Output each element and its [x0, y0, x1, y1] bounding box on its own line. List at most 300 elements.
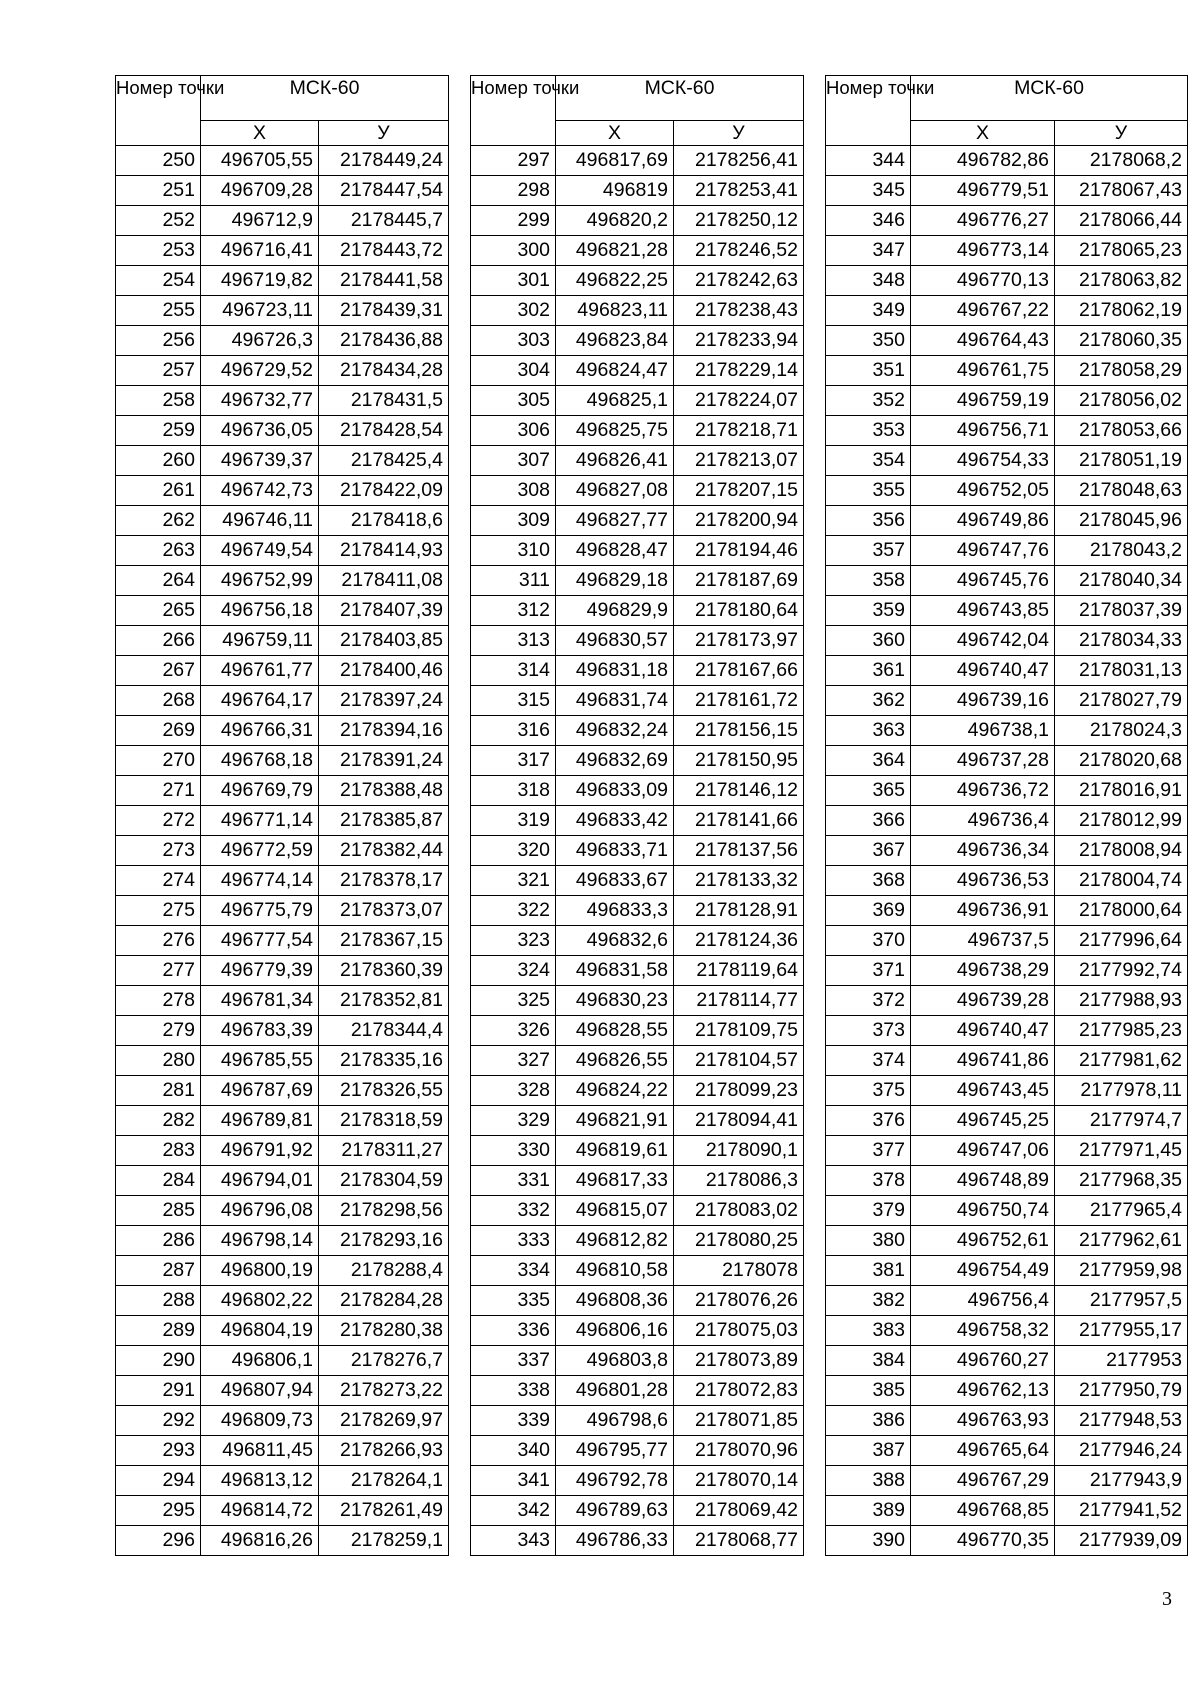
x-cell: 496729,52: [201, 356, 319, 386]
x-cell: 496750,74: [911, 1196, 1055, 1226]
point-number-cell: 351: [826, 356, 911, 386]
x-cell: 496756,71: [911, 416, 1055, 446]
point-number-cell: 305: [471, 386, 556, 416]
y-cell: 2178104,57: [674, 1046, 804, 1076]
table-body: [116, 146, 449, 1556]
y-cell: 2177988,93: [1055, 986, 1188, 1016]
point-number-cell: 256: [116, 326, 201, 356]
point-number-cell: 383: [826, 1316, 911, 1346]
x-cell: 496777,54: [201, 926, 319, 956]
point-number-cell: 388: [826, 1466, 911, 1496]
table-row: [471, 1406, 804, 1436]
y-cell: 2177941,52: [1055, 1496, 1188, 1526]
table-row: [826, 506, 1188, 536]
table-row: [826, 296, 1188, 326]
y-cell: 2178298,56: [319, 1196, 449, 1226]
point-number-cell: 286: [116, 1226, 201, 1256]
x-cell: 496752,99: [201, 566, 319, 596]
x-cell: 496832,6: [556, 926, 674, 956]
x-cell: 496763,93: [911, 1406, 1055, 1436]
table-row: [826, 356, 1188, 386]
x-cell: 496764,43: [911, 326, 1055, 356]
point-number-cell: 319: [471, 806, 556, 836]
point-number-cell: 367: [826, 836, 911, 866]
table-row: [826, 866, 1188, 896]
x-cell: 496765,64: [911, 1436, 1055, 1466]
point-number-cell: 316: [471, 716, 556, 746]
point-number-cell: 310: [471, 536, 556, 566]
y-cell: 2178253,41: [674, 176, 804, 206]
point-number-cell: 324: [471, 956, 556, 986]
y-cell: 2178335,16: [319, 1046, 449, 1076]
x-cell: 496737,5: [911, 926, 1055, 956]
y-cell: 2178173,97: [674, 626, 804, 656]
x-cell: 496742,04: [911, 626, 1055, 656]
y-cell: 2178360,39: [319, 956, 449, 986]
point-number-cell: 304: [471, 356, 556, 386]
point-number-cell: 285: [116, 1196, 201, 1226]
x-cell: 496754,33: [911, 446, 1055, 476]
point-number-cell: 298: [471, 176, 556, 206]
x-cell: 496823,84: [556, 326, 674, 356]
table-row: [116, 1136, 449, 1166]
point-number-cell: 325: [471, 986, 556, 1016]
point-number-cell: 329: [471, 1106, 556, 1136]
point-number-cell: 257: [116, 356, 201, 386]
table-row: [471, 1346, 804, 1376]
y-cell: 2178246,52: [674, 236, 804, 266]
table-row: [471, 596, 804, 626]
table-row: [826, 1316, 1188, 1346]
table-row: [471, 866, 804, 896]
x-cell: 496752,61: [911, 1226, 1055, 1256]
y-cell: 2178425,4: [319, 446, 449, 476]
x-cell: 496808,36: [556, 1286, 674, 1316]
y-cell: 2178276,7: [319, 1346, 449, 1376]
y-cell: 2178187,69: [674, 566, 804, 596]
x-cell: 496830,23: [556, 986, 674, 1016]
x-cell: 496770,35: [911, 1526, 1055, 1556]
y-cell: 2178060,35: [1055, 326, 1188, 356]
table-row: [116, 416, 449, 446]
table-row: [826, 1106, 1188, 1136]
table-row: [116, 326, 449, 356]
table-row: [826, 1286, 1188, 1316]
point-number-cell: 365: [826, 776, 911, 806]
point-number-cell: 377: [826, 1136, 911, 1166]
y-cell: 2178067,43: [1055, 176, 1188, 206]
y-cell: 2178167,66: [674, 656, 804, 686]
x-cell: 496823,11: [556, 296, 674, 326]
point-number-cell: 270: [116, 746, 201, 776]
y-cell: 2178428,54: [319, 416, 449, 446]
table-body: [471, 146, 804, 1556]
x-cell: 496789,63: [556, 1496, 674, 1526]
point-number-header: Номер точки: [471, 76, 556, 146]
table-row: [116, 1436, 449, 1466]
x-cell: 496743,45: [911, 1076, 1055, 1106]
table-row: [471, 536, 804, 566]
y-cell: 2178051,19: [1055, 446, 1188, 476]
x-cell: 496736,72: [911, 776, 1055, 806]
y-cell: 2178311,27: [319, 1136, 449, 1166]
point-number-cell: 372: [826, 986, 911, 1016]
table-row: [471, 326, 804, 356]
table-row: [826, 626, 1188, 656]
table-row: [471, 416, 804, 446]
table-row: [471, 1016, 804, 1046]
point-number-cell: 259: [116, 416, 201, 446]
table-row: [471, 686, 804, 716]
y-cell: 2178133,32: [674, 866, 804, 896]
y-cell: 2178070,14: [674, 1466, 804, 1496]
y-cell: 2178068,2: [1055, 146, 1188, 176]
table-row: [826, 1166, 1188, 1196]
table-row: [116, 266, 449, 296]
x-cell: 496739,37: [201, 446, 319, 476]
point-number-cell: 354: [826, 446, 911, 476]
y-cell: 2177950,79: [1055, 1376, 1188, 1406]
point-number-cell: 343: [471, 1526, 556, 1556]
x-cell: 496825,75: [556, 416, 674, 446]
table-row: [826, 716, 1188, 746]
x-cell: 496768,85: [911, 1496, 1055, 1526]
table-row: [116, 1286, 449, 1316]
x-cell: 496736,4: [911, 806, 1055, 836]
y-cell: 2178180,64: [674, 596, 804, 626]
x-cell: 496828,47: [556, 536, 674, 566]
point-number-cell: 328: [471, 1076, 556, 1106]
point-number-cell: 368: [826, 866, 911, 896]
table-body: [826, 146, 1188, 1556]
y-cell: 2178293,16: [319, 1226, 449, 1256]
table-row: [116, 836, 449, 866]
table-row: [826, 1196, 1188, 1226]
point-number-cell: 309: [471, 506, 556, 536]
table-row: [471, 1316, 804, 1346]
x-header: X: [201, 121, 319, 146]
x-cell: 496760,27: [911, 1346, 1055, 1376]
table-row: [471, 146, 804, 176]
point-number-cell: 251: [116, 176, 201, 206]
x-cell: 496824,47: [556, 356, 674, 386]
y-cell: 2178242,63: [674, 266, 804, 296]
point-number-cell: 272: [116, 806, 201, 836]
y-cell: 2177946,24: [1055, 1436, 1188, 1466]
point-number-header: Номер точки: [826, 76, 911, 146]
table-row: [471, 1226, 804, 1256]
x-cell: 496798,14: [201, 1226, 319, 1256]
y-cell: 2178066,44: [1055, 206, 1188, 236]
y-cell: 2178000,64: [1055, 896, 1188, 926]
x-cell: 496738,1: [911, 716, 1055, 746]
y-cell: 2178053,66: [1055, 416, 1188, 446]
table-row: [116, 1016, 449, 1046]
y-cell: 2178318,59: [319, 1106, 449, 1136]
x-cell: 496822,25: [556, 266, 674, 296]
table-row: [471, 566, 804, 596]
y-header: У: [674, 121, 804, 146]
x-cell: 496762,13: [911, 1376, 1055, 1406]
point-number-cell: 381: [826, 1256, 911, 1286]
point-number-cell: 293: [116, 1436, 201, 1466]
table-row: [116, 1256, 449, 1286]
y-cell: 2178256,41: [674, 146, 804, 176]
x-cell: 496709,28: [201, 176, 319, 206]
y-cell: 2178058,29: [1055, 356, 1188, 386]
y-cell: 2178449,24: [319, 146, 449, 176]
table-row: [116, 146, 449, 176]
table-row: [116, 986, 449, 1016]
x-cell: 496832,24: [556, 716, 674, 746]
point-number-cell: 344: [826, 146, 911, 176]
point-number-cell: 374: [826, 1046, 911, 1076]
table-row: [826, 146, 1188, 176]
x-cell: 496759,19: [911, 386, 1055, 416]
x-cell: 496766,31: [201, 716, 319, 746]
y-cell: 2178150,95: [674, 746, 804, 776]
y-cell: 2178062,19: [1055, 296, 1188, 326]
x-header: X: [911, 121, 1055, 146]
table-row: [826, 956, 1188, 986]
table-row: [471, 206, 804, 236]
table-row: [471, 266, 804, 296]
point-number-cell: 326: [471, 1016, 556, 1046]
x-cell: 496748,89: [911, 1166, 1055, 1196]
table-row: [471, 446, 804, 476]
point-number-cell: 335: [471, 1286, 556, 1316]
point-number-header: Номер точки: [116, 76, 201, 146]
point-number-cell: 284: [116, 1166, 201, 1196]
x-cell: 496833,71: [556, 836, 674, 866]
point-number-cell: 283: [116, 1136, 201, 1166]
table-row: [116, 716, 449, 746]
table-row: [116, 446, 449, 476]
x-cell: 496795,77: [556, 1436, 674, 1466]
y-cell: 2178094,41: [674, 1106, 804, 1136]
table-row: [471, 1496, 804, 1526]
point-number-cell: 364: [826, 746, 911, 776]
point-number-cell: 252: [116, 206, 201, 236]
y-cell: 2178233,94: [674, 326, 804, 356]
point-number-cell: 291: [116, 1376, 201, 1406]
table-row: [471, 1376, 804, 1406]
y-cell: 2178352,81: [319, 986, 449, 1016]
x-cell: 496833,09: [556, 776, 674, 806]
y-cell: 2178070,96: [674, 1436, 804, 1466]
point-number-cell: 376: [826, 1106, 911, 1136]
table-row: [116, 386, 449, 416]
y-cell: 2178080,25: [674, 1226, 804, 1256]
table-row: [826, 1466, 1188, 1496]
point-number-cell: 321: [471, 866, 556, 896]
point-number-cell: 347: [826, 236, 911, 266]
x-cell: 496819,61: [556, 1136, 674, 1166]
y-header: У: [1055, 121, 1188, 146]
point-number-cell: 355: [826, 476, 911, 506]
y-cell: 2178264,1: [319, 1466, 449, 1496]
x-cell: 496809,73: [201, 1406, 319, 1436]
x-cell: 496796,08: [201, 1196, 319, 1226]
point-number-cell: 280: [116, 1046, 201, 1076]
y-cell: 2178445,7: [319, 206, 449, 236]
table-row: [471, 386, 804, 416]
x-cell: 496745,25: [911, 1106, 1055, 1136]
y-cell: 2177971,45: [1055, 1136, 1188, 1166]
y-cell: 2178388,48: [319, 776, 449, 806]
y-cell: 2178012,99: [1055, 806, 1188, 836]
y-cell: 2178326,55: [319, 1076, 449, 1106]
point-number-cell: 349: [826, 296, 911, 326]
table-row: [471, 1466, 804, 1496]
x-cell: 496736,91: [911, 896, 1055, 926]
x-cell: 496813,12: [201, 1466, 319, 1496]
y-cell: 2178436,88: [319, 326, 449, 356]
point-number-cell: 266: [116, 626, 201, 656]
x-cell: 496740,47: [911, 656, 1055, 686]
table-row: [116, 206, 449, 236]
point-number-cell: 299: [471, 206, 556, 236]
x-cell: 496741,86: [911, 1046, 1055, 1076]
y-cell: 2178407,39: [319, 596, 449, 626]
table-row: [471, 1076, 804, 1106]
x-cell: 496821,28: [556, 236, 674, 266]
x-cell: 496827,77: [556, 506, 674, 536]
point-number-cell: 296: [116, 1526, 201, 1556]
point-number-cell: 334: [471, 1256, 556, 1286]
x-cell: 496719,82: [201, 266, 319, 296]
y-cell: 2178004,74: [1055, 866, 1188, 896]
x-cell: 496812,82: [556, 1226, 674, 1256]
y-cell: 2177943,9: [1055, 1466, 1188, 1496]
x-cell: 496831,58: [556, 956, 674, 986]
table-row: [826, 656, 1188, 686]
y-cell: 2178069,42: [674, 1496, 804, 1526]
x-cell: 496747,76: [911, 536, 1055, 566]
table-row: [116, 236, 449, 266]
point-number-cell: 290: [116, 1346, 201, 1376]
table-row: [116, 1226, 449, 1256]
table-row: [826, 1076, 1188, 1106]
y-cell: 2177981,62: [1055, 1046, 1188, 1076]
x-cell: 496759,11: [201, 626, 319, 656]
y-cell: 2178146,12: [674, 776, 804, 806]
x-cell: 496803,8: [556, 1346, 674, 1376]
x-cell: 496712,9: [201, 206, 319, 236]
point-number-cell: 340: [471, 1436, 556, 1466]
table-row: [116, 926, 449, 956]
table-row: [116, 1466, 449, 1496]
y-cell: 2178020,68: [1055, 746, 1188, 776]
point-number-cell: 273: [116, 836, 201, 866]
y-cell: 2178414,93: [319, 536, 449, 566]
coordinates-table-3: [825, 75, 1188, 1556]
y-cell: 2178259,1: [319, 1526, 449, 1556]
x-cell: 496817,69: [556, 146, 674, 176]
point-number-cell: 276: [116, 926, 201, 956]
table-row: [116, 1166, 449, 1196]
table-row: [471, 896, 804, 926]
point-number-cell: 250: [116, 146, 201, 176]
table-row: [116, 566, 449, 596]
table-row: [826, 1256, 1188, 1286]
point-number-cell: 358: [826, 566, 911, 596]
x-cell: 496831,18: [556, 656, 674, 686]
y-cell: 2178422,09: [319, 476, 449, 506]
table-row: [826, 416, 1188, 446]
y-cell: 2178266,93: [319, 1436, 449, 1466]
x-cell: 496826,55: [556, 1046, 674, 1076]
table-row: [471, 1286, 804, 1316]
x-cell: 496770,13: [911, 266, 1055, 296]
point-number-cell: 268: [116, 686, 201, 716]
x-cell: 496804,19: [201, 1316, 319, 1346]
y-cell: 2178063,82: [1055, 266, 1188, 296]
point-number-cell: 258: [116, 386, 201, 416]
x-cell: 496806,1: [201, 1346, 319, 1376]
point-number-cell: 271: [116, 776, 201, 806]
table-row: [116, 1106, 449, 1136]
table-row: [471, 296, 804, 326]
x-cell: 496779,51: [911, 176, 1055, 206]
point-number-cell: 303: [471, 326, 556, 356]
x-cell: 496773,14: [911, 236, 1055, 266]
y-cell: 2178397,24: [319, 686, 449, 716]
point-number-cell: 382: [826, 1286, 911, 1316]
point-number-cell: 380: [826, 1226, 911, 1256]
table-row: [826, 446, 1188, 476]
point-number-cell: 289: [116, 1316, 201, 1346]
y-cell: 2178078: [674, 1256, 804, 1286]
table-row: [116, 296, 449, 326]
point-number-cell: 339: [471, 1406, 556, 1436]
y-cell: 2178075,03: [674, 1316, 804, 1346]
x-cell: 496819: [556, 176, 674, 206]
point-number-cell: 294: [116, 1466, 201, 1496]
point-number-cell: 330: [471, 1136, 556, 1166]
x-cell: 496832,69: [556, 746, 674, 776]
y-cell: 2178016,91: [1055, 776, 1188, 806]
table-row: [826, 926, 1188, 956]
y-cell: 2177974,7: [1055, 1106, 1188, 1136]
x-header: X: [556, 121, 674, 146]
x-cell: 496732,77: [201, 386, 319, 416]
y-cell: 2178114,77: [674, 986, 804, 1016]
point-number-cell: 295: [116, 1496, 201, 1526]
y-cell: 2178288,4: [319, 1256, 449, 1286]
table-row: [116, 1346, 449, 1376]
y-cell: 2177955,17: [1055, 1316, 1188, 1346]
table-row: [116, 806, 449, 836]
point-number-cell: 264: [116, 566, 201, 596]
point-number-cell: 369: [826, 896, 911, 926]
table-row: [826, 1226, 1188, 1256]
y-cell: 2177939,09: [1055, 1526, 1188, 1556]
table-row: [116, 746, 449, 776]
table-row: [116, 866, 449, 896]
y-cell: 2178367,15: [319, 926, 449, 956]
y-cell: 2177992,74: [1055, 956, 1188, 986]
x-cell: 496806,16: [556, 1316, 674, 1346]
table-row: [826, 326, 1188, 356]
point-number-cell: 363: [826, 716, 911, 746]
point-number-cell: 263: [116, 536, 201, 566]
coordinates-table-1: [115, 75, 449, 1556]
x-cell: 496827,08: [556, 476, 674, 506]
x-cell: 496831,74: [556, 686, 674, 716]
table-row: [826, 536, 1188, 566]
point-number-cell: 322: [471, 896, 556, 926]
